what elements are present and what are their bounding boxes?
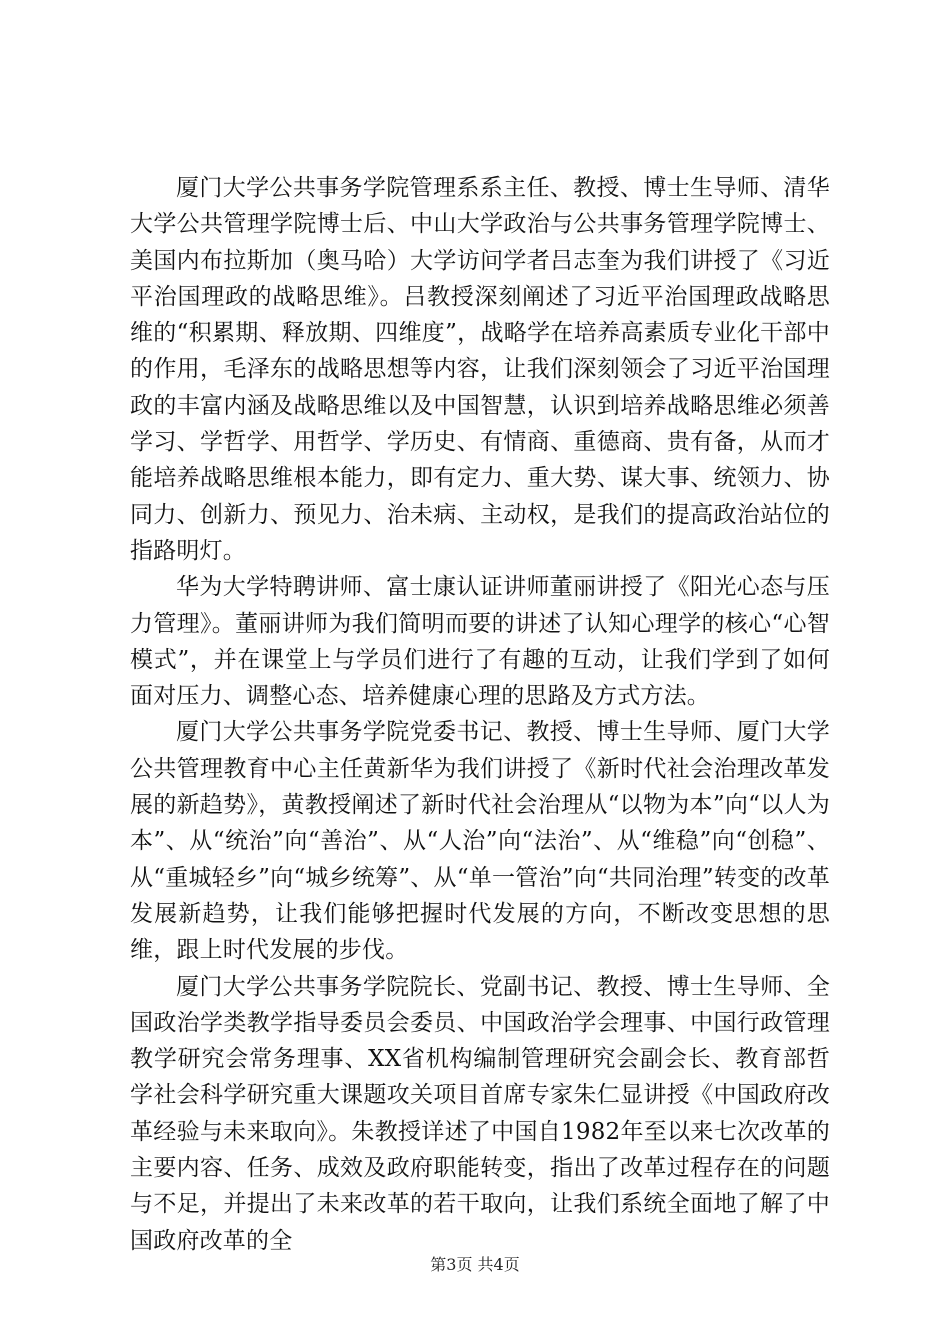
page-number-footer: 第3页 共4页 [430,1255,520,1274]
paragraph-zhu-renxian-lecture: 厦门大学公共事务学院院长、党副书记、教授、博士生导师、全国政治学类教学指导委员会委员、中国政治学会理事、中国行政管理教学研究会常务理事、XX省机构编制管理研究会副会长、教育部哲学社会科学研究重大课题攻关项目首席专家朱仁显讲授《中国政府改革经验与未来取向》。朱教授详述了中国自1982年至以来七次改革的主要内容、任务、成效及政府职能转变，指出了改革过程存在的问题与不足，并提出了未来改革的若干取向，让我们系统全面地了解了中国政府改革的全 [130,973,830,1254]
paragraph-huang-xinhua-lecture: 厦门大学公共事务学院党委书记、教授、博士生导师、厦门大学公共管理教育中心主任黄新华为我们讲授了《新时代社会治理改革发展的新趋势》，黄教授阐述了新时代社会治理从“以物为本”向“以人为本”、从“统治”向“善治”、从“人治”向“法治”、从“维稳”向“创稳”、从“重城轻乡”向“城乡统筹”、从“单一管治”向“共同治理”转变的改革发展新趋势，让我们能够把握时代发展的方向，不断改变思想的思维，跟上时代发展的步伐。 [130,719,830,964]
paragraph-dong-li-lecture: 华为大学特聘讲师、富士康认证讲师董丽讲授了《阳光心态与压力管理》。董丽讲师为我们简明而要的讲述了认知心理学的核心“心智模式”，并在课堂上与学员们进行了有趣的互动，让我们学到了如何面对压力、调整心态、培养健康心理的思路及方式方法。 [130,574,830,710]
body-text [130,170,830,1259]
paragraph-lv-zhikui-lecture: 厦门大学公共事务学院管理系系主任、教授、博士生导师、清华大学公共管理学院博士后、中山大学政治与公共事务管理学院博士、美国内布拉斯加（奥马哈）大学访问学者吕志奎为我们讲授了《习近平治国理政的战略思维》。吕教授深刻阐述了习近平治国理政战略思维的“积累期、释放期、四维度”，战略学在培养高素质专业化干部中的作用，毛泽东的战略思想等内容，让我们深刻领会了习近平治国理政的丰富内涵及战略思维以及中国智慧，认识到培养战略思维必须善学习、学哲学、用哲学、学历史、有情商、重德商、贵有备，从而才能培养战略思维根本能力，即有定力、重大势、谋大事、统领力、协同力、创新力、预见力、治未病、主动权，是我们的提高政治站位的指路明灯。 [130,175,830,564]
